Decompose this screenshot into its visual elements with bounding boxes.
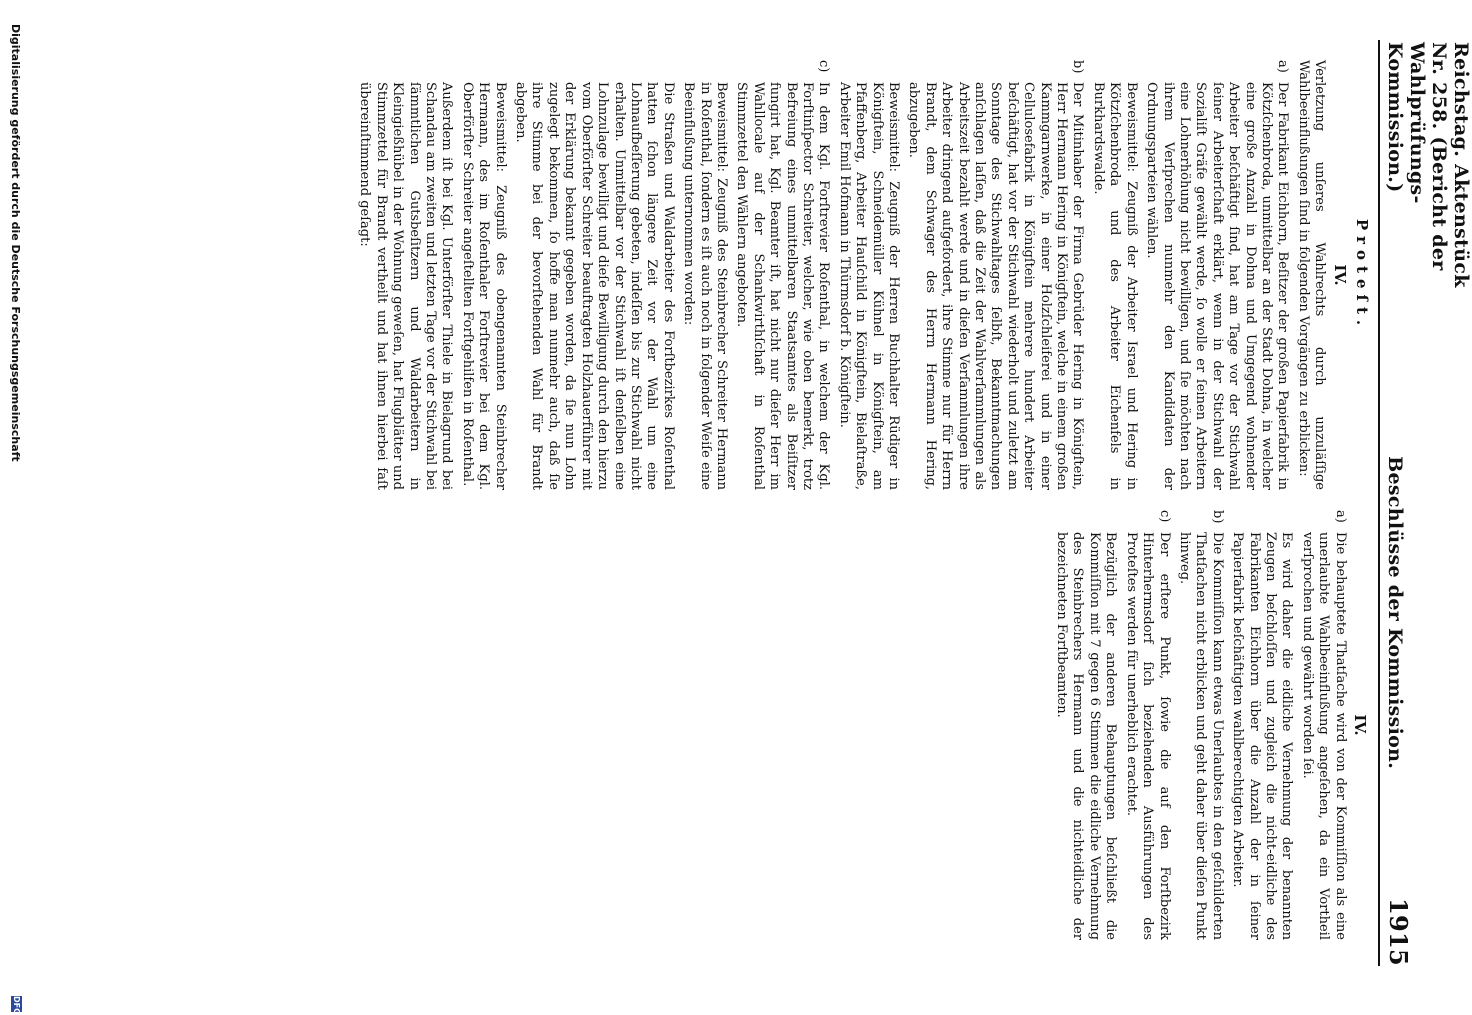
protest-item-text: Die Straßen und Waldarbeiter des Forſtbezirkes Roſenthal hatten ſchon längere Zeit vor der Wahl um eine Lohnaufbeſſerung gebeten, indeſſen bis zur Stichwahl nicht erhalten. Unmittelbar vor der Stichwahl iſt denſelben eine Lohnzulage bewilligt und dieſe Bewilligung durch den hierzu vom Oberförſter Schreiter beauftragten Holzhauerführer mit der Erklärung bekannt gegeben worden, da ſie nun Lohn zugelegt bekommen, ſo hoffe man nunmehr auch, daß ſie ihre Stimme bei der bevorſtehenden Wahl für Brandt abgeben. (513, 82, 676, 490)
decision-item (1122, 510, 1171, 940)
decision-item-text: Bezüglich der anderen Behauptungen beſchließt die Kommiſſion mit 7 gegen 6 Stimmen die eidliche Vernehmung des Steinbrechers Hermann und die nichteidliche der bezeichneten Forſtbeamten. (1054, 532, 1119, 940)
decision-item-text: Es wird daher die eidliche Vernehmung der benannten Zeugen beſchloſſen und zugleich die nicht-eidliche des Fabrikanten Eichhorn über die Anzahl der in ſeiner Papierfabrik beſchäftigten wahlberechtigten Arbeiter. (1230, 532, 1295, 940)
protest-item-label (458, 60, 507, 76)
decision-item-label: b) (1209, 510, 1225, 524)
decision-item-text: Die Kommiſſion kann etwas Unerlaubtes in den geſchilderten Thatſachen nicht erblicken und geht daher über dieſen Punkt hinweg. (1176, 532, 1225, 940)
decision-item-text: Die behauptete Thatſache wird von der Kommiſſion als eine unerlaubte Wahlbeeinflußung angeſehen, da ein Vortheil verſprochen und gewährt worden ſei. (1299, 532, 1348, 940)
decision-item-label: c) (1156, 510, 1172, 523)
decision-item (1176, 510, 1225, 940)
decision-column (1049, 510, 1372, 940)
protest-item-label: b) (1070, 60, 1086, 74)
decision-item (1053, 510, 1119, 940)
protest-item (835, 60, 901, 490)
decision-section-number: IV. (1351, 714, 1369, 736)
protest-item-label (835, 60, 901, 76)
decision-item-label: a) (1332, 510, 1348, 523)
protest-item (356, 60, 454, 490)
footer-credit: Digitalisierung gefördert durch die Deutsche Forschungsgemeinschaft (9, 24, 22, 462)
protest-item-text: Beweismittel: Zeugniß der Arbeiter Israel und Hering in Kötzſchenbroda und des Arbeiter Eichenfels in Burkhardswalde. (1090, 82, 1139, 490)
protest-item-text: Der Mitinhaber der Firma Gebrüder Hering in Königſtein, Herr Hermann Hering in Königſtein, welche in einem großen Kammgarnwerke, in einer Holzſchleiferei und in einer Cellulosefabrik in Königſtein mehrere hundert Arbeiter beſchäftigt, hat vor der Stichwahl wiederholt und zuletzt am Sonntage des Stichwahltages ſelbſt, Bekanntmachungen anſchlagen laſſen, daß die Zeit der Wahlverſammlungen als Arbeitszeit bezahlt werde und in dieſen Verſammlungen ihre Arbeiter dringend aufgefordert, ihre Stimme nur für Herrn Brandt, dem Schwager des Herrn Hermann Hering, abzugeben. (906, 82, 1086, 490)
protest-heading: Proteſt. (1353, 218, 1371, 332)
protest-item-label (1090, 60, 1139, 76)
page-header (1384, 42, 1472, 966)
page-number: 1915 (1384, 898, 1413, 966)
protest-item (680, 60, 729, 490)
protest-item-label (356, 60, 454, 76)
protest-item (458, 60, 507, 490)
protest-item (905, 60, 1085, 490)
decision-item-text: Der erſtere Punkt, ſowie die auf den Forſtbezirk Hinterhermsdorf ſich beziehenden Ausführungen des Proteſtes werden für unerheblich erachtet. (1123, 532, 1172, 940)
protest-item-text: In dem Kgl. Forſtrevier Roſenthal, in welchem der Kgl. Forſtinſpector Schreiter, welcher, wie oben bemerkt, trotz Befreiung eines unmittelbaren Staatsamtes als Beiſitzer fungirt hat, Kgl. Beamter iſt, hat nicht nur dieſer Herr im Wahllocale auf der Schankwirthſchaft in Roſenthal Stimmzettel den Wählern angeboten. (734, 82, 832, 490)
protest-item-label (512, 60, 676, 76)
protest-column (352, 60, 1372, 490)
header-rule (1378, 40, 1380, 966)
decision-item (1298, 510, 1347, 940)
protest-section-number: IV. (1330, 264, 1349, 286)
decision-item-label (1053, 510, 1119, 526)
protest-item-text: Beweismittel: Zeugniß der Herren Buchhalter Rüdiger in Königſtein, Schneidemüller Kühnel in Königſtein, am Pfaffenberg, Arbeiter Hauſchild in Königſtein, Bielaſtraße, Arbeiter Emil Hofmann in Thürmsdorf b. Königſtein. (836, 82, 902, 490)
protest-item-text: Der Fabrikant Eichhorn, Beſitzer der großen Papierfabrik in Kötzſchenbroda, unmittelbar an der Stadt Dohna, in welcher eine große Anzahl in Dohna und Umgegend wohnender Arbeiter beſchäftigt ſind, hat am Tage vor der Stichwahl ſeiner Arbeiterſchaft erklärt, wenn in der Stichwahl der Sozialiſt Gräfe gewählt werde, ſo wolle er ſeinen Arbeitern eine Lohnerhöhung nicht bewilligen, und ſie möchten nach ihrem Verſprechen nunmehr den Kandidaten der Ordnungsparteien wählen. (1144, 82, 1291, 490)
protest-item (1143, 60, 1291, 490)
protest-item (733, 60, 831, 490)
protest-item-text: Beweismittel: Zeugniß des Steinbrecher Schreiter Hermann in Roſenthal, ſondern es iſt auch noch in folgender Weiſe eine Beeinflußung unternommen worden: (681, 82, 729, 490)
decision-items (1053, 510, 1348, 940)
decision-item (1229, 510, 1295, 940)
header-title: Reichstag. Aktenstück Nr. 258. (Bericht der Wahlprüfungs-Kommission.) (1384, 42, 1472, 288)
protest-item-label (680, 60, 729, 76)
protest-item-label: a) (1275, 60, 1291, 73)
protest-item-text: Beweismittel: Zeugniß des obengenannten Steinbrecher Hermann, des im Roſenthaler Forſtrevier bei dem Kgl. Oberförſter Schreiter angeſtellten Forſtgehilfen in Roſenthal. (459, 82, 508, 490)
footer (0, 0, 32, 1015)
decision-item-label (1229, 510, 1295, 526)
header-section: Beschlüsse der Kommission. (1384, 456, 1406, 770)
protest-item (1090, 60, 1139, 490)
protest-item-label: c) (816, 60, 832, 73)
protest-intro: Verletzung unſeres Wahlrechts durch unzuläſſige Wahlbeeinflußungen ſind in folgenden Vorgängen zu erblicken: (1295, 60, 1328, 490)
protest-item-text: Außerdem iſt bei Kgl. Unterförſter Thiele in Bielagrund bei Schandau am zweiten und letzten Tage vor der Stichwahl bei ſämmtlichen Gutsbeſitzern und Waldarbeitern in Kleingießhübel in der Wohnung geweſen, hat Flugblätter und Stimmzettel für Brandt vertheilt und hat ihnen hierbei faſt übereinſtimmend geſagt: (357, 82, 455, 490)
dfg-logo: DFG (12, 996, 21, 1015)
protest-item (512, 60, 676, 490)
protest-items (356, 60, 1290, 490)
